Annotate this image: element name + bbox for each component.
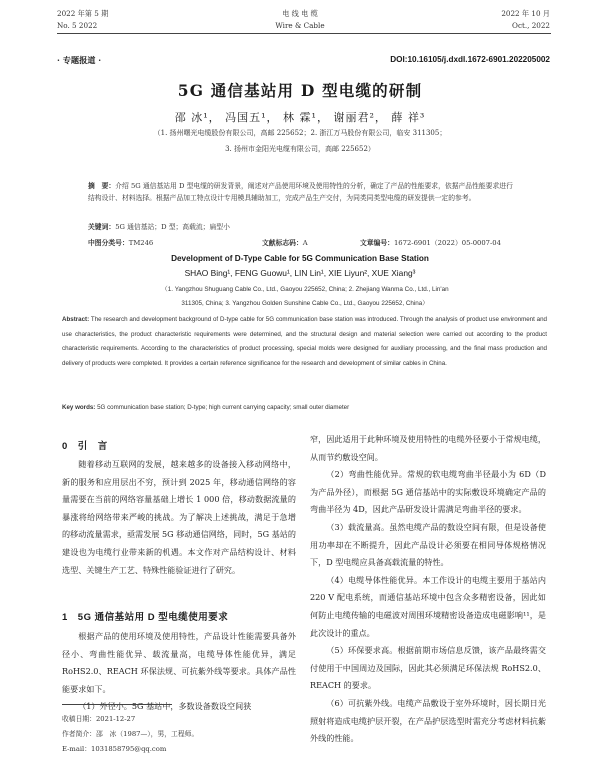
section-0-heading: 0 引 言 [62,441,108,452]
affiliation-cn-line1: （1. 扬州曙光电缆股份有限公司，高邮 225652；2. 浙江万马股份有限公司，临安 311305； [153,129,447,137]
keywords-cn-label: 关键词： [88,223,116,231]
article-label: 文章编号： [360,239,394,247]
requirement-item-6: （6）可抗紫外线。电缆产品敷设于室外环境时，因长期日光照射将造成电缆护层开裂，在产品护层选型时需充分考虑材料抗紫外线的性能。 [310,697,546,744]
doc-value: A [302,239,308,247]
document-code [262,237,308,247]
abstract-cn-label: 摘 要： [88,182,116,190]
journal-name: 电 线 电 缆 [282,9,318,18]
section-0-body [62,456,296,579]
keywords-en-label: Key words: [62,404,96,411]
doi: DOI:10.16105/j.dxdl.1672-6901.202205002 [390,55,550,64]
requirement-item-2: （2）弯曲性能优异。常规的软电缆弯曲半径最小为 6D（D 为产品外径），而根据 5G 通信基站中的实际敷设环境确定产品的弯曲半径为 4D，因此产品研发设计需满足弯曲半径的要求。 [310,469,546,515]
requirement-item-4: （4）电缆导体性能优异。本工作设计的电缆主要用于基站内 220 V 配电系统，而通信基站环境中包含众多精密设备，因此如何防止电缆传输的电磁波对周围环境精密设备造成电磁影响¹¹，是此次设计的重点。 [310,574,546,638]
paper-title-en: Development of D-Type Cable for 5G Communication Base Station [171,254,429,263]
clc-value: TM246 [128,239,154,247]
footnote-rule [62,704,172,705]
journal-name-en: Wire & Cable [275,21,325,30]
abstract-cn [88,180,518,204]
column-tag: · 专题报道 · [57,55,102,65]
keywords-en-text: 5G communication base station; D-type; high current carrying capacity; small outer diameter [97,404,350,411]
section-1-body [62,628,296,716]
right-column-continuation: 窄，因此适用于此种环境及使用特性的电缆外径要小于常规电缆，从而节约敷设空间。 [310,434,546,462]
clc-label: 中图分类号： [88,239,129,247]
abstract-en [62,313,547,371]
header-rule [57,33,551,34]
keywords-cn-text: 5G 通信基站；D 型；高载流；扁型小 [115,223,230,231]
abstract-cn-text: 介绍 5G 通信基站用 D 型电缆的研发背景，阐述对产品使用环境及使用特性的分析，确定了产品的性能要求，依据产品性能要求进行结构设计、材料选择。根据产品加工特点设计专用模具辅助加工，完成产品生产交付，为同类同类型电缆的研发提供一定的参考。 [88,182,513,203]
authors-en: SHAO Bing¹, FENG Guowu¹, LIN Lin¹, XIE Liyun², XUE Xiang³ [184,268,416,278]
right-column [310,431,546,748]
keywords-cn [88,221,518,233]
abstract-en-text: The research and development background of D-type cable for 5G communication base station was introduced. Through the analysis of product use environment and use characteristics, the product characteristic requirements were determined, and the structural design and material selection were carried out according to the product characteristic requirements. According to the characteristics of product processing, special molds were designed for auxiliary processing, and the final mass production and delivery of products were completed. It provides a certain reference significance for the research and development of similar cables in China. [62,316,548,367]
author-intro: 作者简介：邵 冰（1987—），男，工程师。 [62,730,199,738]
clc-number [88,237,153,247]
section-1-item-1: （1）外径小。5G 基站中，多数设备数设空间狭 [78,701,252,712]
journal-issue-en: No. 5 2022 [57,21,98,30]
abstract-en-label: Abstract: [62,316,90,323]
affiliation-cn-line2: 3. 扬州市金阳光电缆有限公司，高邮 225652） [225,145,375,153]
issue-date: 2022 年 10 月 [501,9,550,18]
affiliation-en-line1: （1. Yangzhou Shuguang Cable Co., Ltd., Gaoyou 225652, China; 2. Zhejiang Wanma Co., Ltd., Lin'an [161,286,449,293]
article-number [360,237,501,247]
affiliation-en-line2: 311305, China; 3. Yangzhou Golden Sunshine Cable Co., Ltd., Gaoyou 225652, China） [181,300,429,307]
requirement-item-3: （3）载流量高。虽然电缆产品的数设空间有限，但是设备使用功率却在不断提升，因此产品设计必须要在相同导体规格情况下，D 型电缆应具备高载流量的特性。 [310,521,546,568]
keywords-en [62,404,547,411]
section-1-paragraph: 根据产品的使用环境及使用特性，产品设计性能需要具备外径小、弯曲性能优异、载流量高，电缆导体性能优异，满足 RoHS2.0、REACH 环保法规、可抗紫外线等要求。具体产品性能要求如下。 [62,631,296,694]
footnote [62,712,296,757]
section-1-heading: 1 5G 通信基站用 D 型电缆使用要求 [62,612,229,623]
author-email: E-mail：1031858795@qq.com [62,745,167,753]
authors-cn: 邵 冰¹， 冯国五¹， 林 霖¹， 谢丽君²， 薛 祥³ [174,111,426,124]
article-value: 1672-6901（2022）05-0007-04 [393,239,501,247]
section-0-paragraph: 随着移动互联网的发展，越来越多的设备接入移动网络中，新的服务和应用层出不穷，预计到 2025 年，移动通信网络的容量需要在当前的网络容量基础上增长 1 000 倍，移动数据流量的暴涨将给网络带来严峻的挑战。为了解决上述挑战，满足于急增的移动流量需求，亟需发展 5G 移动通信网络，同时，5G 基站的建设也为电缆行业带来新的机遇。本文作对产品结构设计、材料选型、关键生产工艺、特殊性能验证进行了研究。 [62,459,296,575]
doc-label: 文献标志码： [262,239,303,247]
issue-date-en: Oct., 2022 [512,21,550,30]
journal-issue: 2022 年第 5 期 [57,9,109,18]
requirement-item-5: （5）环保要求高。根据前期市场信息反馈，该产品最终需交付使用于中国周边及国际，因此其必须满足环保法规 RoHS2.0、REACH 的要求。 [310,645,546,691]
paper-title: 5G 通信基站用 D 型电缆的研制 [177,81,423,100]
received-date: 收稿日期：2021-12-27 [62,715,136,723]
